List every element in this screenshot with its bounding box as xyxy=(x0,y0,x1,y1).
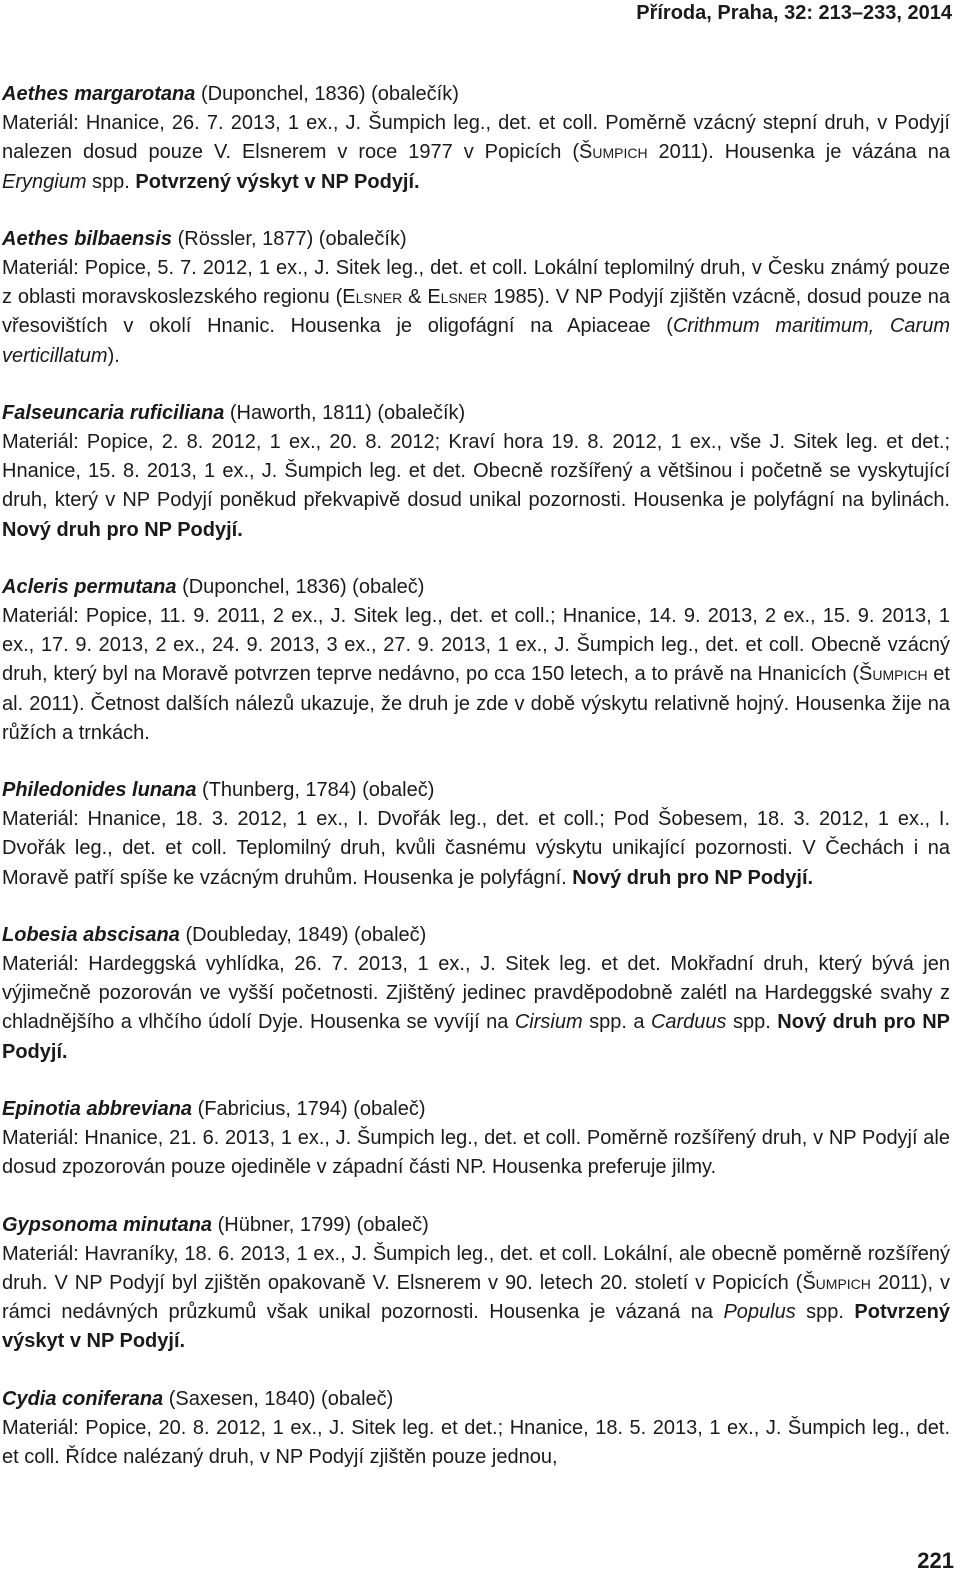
species-list xyxy=(2,80,950,1500)
species-entry xyxy=(2,80,950,197)
species-name: Gypsonoma minutana xyxy=(2,1213,213,1236)
entry-text: & xyxy=(402,286,428,309)
entry-title xyxy=(2,1211,950,1240)
entry-text: 1985). V NP Podyjí zjištěn vzácně, dosud pouze na vřesovištích v okolí Hnanic. Housenka je oligofágní na Apiaceae ( xyxy=(2,286,950,338)
species-name: Epinotia abbreviana xyxy=(2,1097,193,1120)
entry-text: spp. xyxy=(86,170,136,193)
species-author: (Doubleday, 1849) (obaleč) xyxy=(185,923,427,946)
entry-text: Materiál: Popice, 20. 8. 2012, 1 ex., J. Sitek leg. et det.; Hnanice, 18. 5. 2013, 1 ex., J. Šumpich leg., det. et coll. Řídce nalézaný druh, v NP Podyjí zjištěn pouze jednou, xyxy=(2,1416,950,1468)
entry-title xyxy=(2,399,950,428)
species-name: Philedonides lunana xyxy=(2,779,197,802)
species-entry xyxy=(2,225,950,371)
entry-text: Materiál: Hnanice, 26. 7. 2013, 1 ex., J. Šumpich leg., det. et coll. Poměrně vzácný stepní druh, v Podyjí nalezen dosud pouze V. Elsnerem v roce 1977 v Popicích ( xyxy=(2,112,950,164)
taxon-italic: Cirsium xyxy=(514,1011,583,1034)
species-name: Lobesia abscisana xyxy=(2,923,180,946)
status-note: Potvrzený výskyt v NP Podyjí. xyxy=(2,1301,950,1353)
species-author: (Duponchel, 1836) (obaleč) xyxy=(182,575,425,598)
entry-text: Materiál: Hnanice, 21. 6. 2013, 1 ex., J. Šumpich leg., det. et coll. Poměrně rozšířený druh, v NP Podyjí ale dosud zpozorován pouze ojediněle v západní části NP. Housenka preferuje jilmy. xyxy=(2,1127,950,1179)
taxon-italic: Eryngium xyxy=(2,170,87,193)
status-note: Nový druh pro NP Podyjí. xyxy=(2,518,243,541)
species-name: Aethes bilbaensis xyxy=(2,227,173,250)
taxon-italic: Carduus xyxy=(650,1011,727,1034)
entry-title xyxy=(2,776,950,805)
taxon-italic: Crithmum maritimum, Carum verticillatum xyxy=(2,315,950,367)
species-entry xyxy=(2,776,950,893)
page-number: 221 xyxy=(917,1548,954,1573)
species-entry xyxy=(2,1385,950,1473)
entry-text: et al. 2011). Četnost dalších nálezů ukazuje, že druh je zde v době výskytu relativně hojný. Housenka žije na růžích a trnkách. xyxy=(2,663,950,744)
cited-author: Elsner xyxy=(427,286,488,309)
cited-author: Elsner xyxy=(342,286,403,309)
entry-text: 2011), v rámci nedávných průzkumů však unikal pozornosti. Housenka je vázaná na xyxy=(2,1271,950,1324)
entry-text: Materiál: Havraníky, 18. 6. 2013, 1 ex., J. Šumpich leg., det. et coll. Lokální, ale obecně poměrně rozšířený druh. V NP Podyjí byl zjištěn opakovaně V. Elsnerem v 90. letech 20. století v Popicích ( xyxy=(2,1242,950,1294)
species-name: Acleris permutana xyxy=(2,575,177,598)
entry-text: spp. a xyxy=(582,1011,651,1034)
entry-text: Materiál: Hnanice, 18. 3. 2012, 1 ex., I. Dvořák leg., det. et coll.; Pod Šobesem, 18. 3. 2012, 1 ex., I. Dvořák leg., det. et coll. Teplomilný druh, kvůli časnému výskytu unikající pozornosti. V Čechách i na Moravě patří spíše ke vzácným druhům. Housenka je polyfágní. xyxy=(2,808,950,889)
taxon-italic: Populus xyxy=(723,1301,796,1324)
status-note: Potvrzený výskyt v NP Podyjí. xyxy=(135,170,420,193)
entry-title xyxy=(2,573,950,602)
running-header: Příroda, Praha, 32: 213–233, 2014 xyxy=(636,2,952,24)
cited-author: Šumpich xyxy=(802,1271,871,1294)
species-author: (Saxesen, 1840) (obaleč) xyxy=(168,1387,394,1410)
entry-title xyxy=(2,225,950,254)
status-note: Nový druh pro NP Podyjí. xyxy=(2,1011,950,1063)
entry-text: Materiál: Hardeggská vyhlídka, 26. 7. 2013, 1 ex., J. Sitek leg. et det. Mokřadní druh, který bývá jen výjimečně pozorován ve vyšší početnosti. Zjištěný jedinec pravděpodobně zalétl na Hardeggské svahy z chladnějšího a vlhčího údolí Dyje. Housenka se vyvíjí na xyxy=(2,953,950,1034)
entry-title xyxy=(2,921,950,950)
species-name: Falseuncaria ruficiliana xyxy=(2,401,225,424)
species-name: Cydia coniferana xyxy=(2,1387,164,1410)
species-entry xyxy=(2,399,950,545)
entry-title xyxy=(2,1095,950,1124)
species-entry xyxy=(2,573,950,748)
entry-text: ). xyxy=(107,344,120,367)
cited-author: Šumpich xyxy=(579,141,648,164)
cited-author: Šumpich xyxy=(859,663,928,686)
status-note: Nový druh pro NP Podyjí. xyxy=(572,866,814,889)
species-author: (Duponchel, 1836) (obalečík) xyxy=(200,83,459,105)
entry-text: Materiál: Popice, 11. 9. 2011, 2 ex., J. Sitek leg., det. et coll.; Hnanice, 14. 9. 2013, 2 ex., 15. 9. 2013, 1 ex., 17. 9. 2013, 2 ex., 24. 9. 2013, 3 ex., 27. 9. 2013, 1 ex., J. Šumpich leg., det. et coll. Obecně vzácný druh, který byl na Moravě potvrzen teprve nedávno, po cca 150 letech, a to právě na Hnanicích ( xyxy=(2,605,950,686)
species-name: Aethes margarotana xyxy=(2,83,196,105)
entry-title xyxy=(2,1385,950,1414)
entry-title xyxy=(2,80,950,109)
species-author: (Thunberg, 1784) (obaleč) xyxy=(202,779,435,802)
entry-text: spp. xyxy=(795,1301,855,1324)
entry-text: spp. xyxy=(726,1011,778,1034)
species-author: (Haworth, 1811) (obalečík) xyxy=(229,401,466,424)
species-author: (Hübner, 1799) (obaleč) xyxy=(217,1213,429,1236)
species-entry xyxy=(2,1211,950,1357)
entry-text: Materiál: Popice, 2. 8. 2012, 1 ex., 20. 8. 2012; Kraví hora 19. 8. 2012, 1 ex., vše J. Sitek leg. et det.; Hnanice, 15. 8. 2013, 1 ex., J. Šumpich leg. et det. Obecně rozšířený a většinou i početně se vyskytující druh, který v NP Podyjí poněkud překvapivě dosud unikal pozornosti. Housenka je polyfágní na bylinách. xyxy=(2,431,950,512)
species-author: (Fabricius, 1794) (obaleč) xyxy=(197,1097,426,1120)
species-entry xyxy=(2,1095,950,1183)
species-author: (Rössler, 1877) (obalečík) xyxy=(177,227,407,250)
species-entry xyxy=(2,921,950,1067)
entry-text: 2011). Housenka je vázána na xyxy=(647,141,950,164)
entry-text: Materiál: Popice, 5. 7. 2012, 1 ex., J. Sitek leg., det. et coll. Lokální teplomilný druh, v Česku známý pouze z oblasti moravskoslezského regionu ( xyxy=(2,257,950,309)
